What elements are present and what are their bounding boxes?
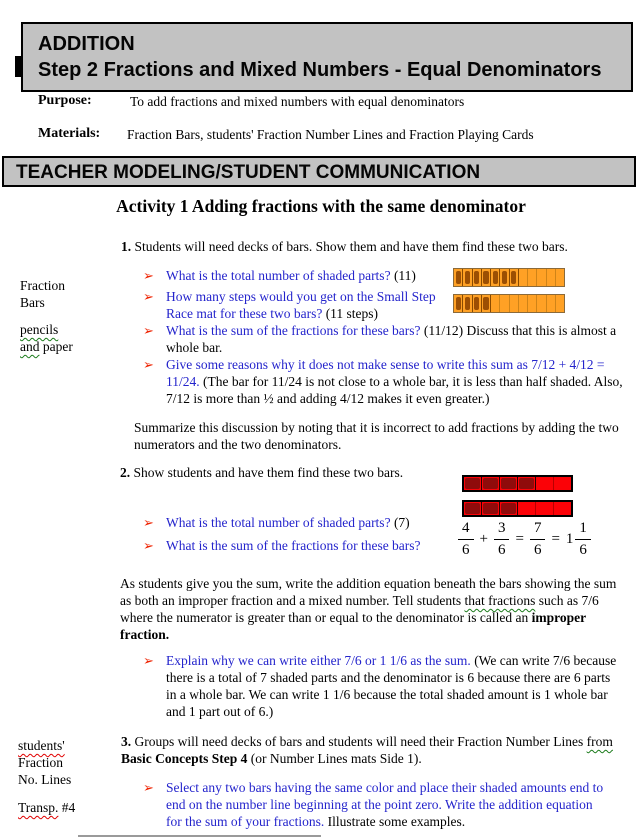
question-text: Give some reasons why it does not make sense to write this sum as 7/12 + 4/12 = 11/24. (The bar for 11/24 is not close to a whole bar, it is less than half shaded. Also, 7/12 is more than ½ and adding 4/12 makes it even greater.) (166, 357, 623, 406)
grammar-flagged-word: from (586, 734, 613, 749)
orange-bar-cell (510, 269, 519, 286)
red-bar-cell (536, 477, 554, 490)
orange-bar-cell (556, 295, 564, 312)
orange-bar-cell (500, 269, 509, 286)
question-bullet (143, 288, 458, 322)
question-text: Explain why we can write either 7/6 or 1 1/6 as the sum. (We can write 7/6 because there is a total of 7 shaded parts and the denominator is 6 because there are 6 parts in a whole bar. We can write 1 1/6 because the total shaded amount is 1 whole bar and 1 part out of 6.) (166, 653, 617, 719)
fraction-7-6: $\frac{7}{6}$ (530, 521, 546, 558)
question-text: What is the sum of the fractions for these bars? (11/12) Discuss that this is almost a whole bar. (166, 323, 617, 355)
question-bullet (143, 537, 496, 554)
materials-text: Fraction Bars, students' Fraction Number Lines and Fraction Playing Cards (127, 127, 534, 142)
red-bar-cell (518, 502, 536, 515)
orange-bar-cell (463, 295, 472, 312)
shaded-part (483, 297, 488, 310)
orange-bar-cell (491, 269, 500, 286)
shaded-part (483, 271, 488, 284)
question-bullet (143, 514, 496, 531)
section-header: TEACHER MODELING/STUDENT COMMUNICATION (2, 156, 636, 187)
shaded-part (483, 503, 498, 514)
margin-note-line: Fraction (20, 278, 65, 293)
orange-bar-cell (519, 295, 528, 312)
orange-bar-cell (519, 269, 528, 286)
orange-bar-cell (482, 269, 491, 286)
margin-note-line: No. Lines (18, 772, 72, 787)
fraction-bar-7-12 (453, 268, 565, 287)
margin-note-line: and paper (20, 339, 73, 354)
activity-title: Activity 1 Adding fractions with the same denominator (116, 196, 526, 216)
step1-paragraph: 1. Students will need decks of bars. Show them and have them find these two bars. (121, 239, 568, 254)
margin-note-line: Fraction (18, 755, 63, 770)
margin-note-line (20, 321, 73, 338)
step-number: 3. (121, 734, 132, 749)
purpose-label: Purpose: (38, 93, 92, 108)
question-text: How many steps would you get on the Small Step Race mat for these two bars? (11 steps) (166, 289, 436, 321)
step2-paragraph: 2. Show students and have them find these two bars. (120, 465, 404, 480)
shaded-part (501, 478, 516, 489)
materials-label: Materials: (38, 126, 101, 141)
fraction-bar-4-6 (462, 475, 573, 492)
orange-bar-cell (500, 295, 509, 312)
arrow-bullet-icon: ➢ (143, 515, 154, 530)
red-bar-cell (554, 502, 571, 515)
whole-number: 1 (565, 531, 574, 547)
orange-bar-cell (547, 295, 556, 312)
question-text: What is the total number of shaded parts? (11) (166, 268, 416, 283)
title-box (21, 22, 633, 92)
summary-paragraph: Summarize this discussion by noting that it is incorrect to add fractions by adding the two numerators and the two denominators. (134, 420, 619, 452)
margin-note-line (18, 737, 71, 754)
question-bullet (143, 356, 624, 407)
next-page-edge-line (78, 835, 321, 837)
shaded-part (465, 271, 470, 284)
red-bar-cell (500, 502, 518, 515)
shaded-part (519, 478, 534, 489)
question-bullet (143, 652, 621, 720)
mixed-number-1-1-6 (566, 521, 591, 558)
red-bar-cell (554, 477, 571, 490)
margin-note-line: Bars (20, 295, 45, 310)
basic-concepts-reference: Basic Concepts Step 4 (121, 751, 248, 766)
purpose-text: To add fractions and mixed numbers with equal denominators (130, 94, 465, 109)
orange-bar-cell (454, 269, 463, 286)
page-subtitle: Step 2 Fractions and Mixed Numbers - Equal Denominators (38, 59, 602, 81)
shaded-part (456, 271, 461, 284)
step-number: 2. (120, 465, 131, 480)
orange-bar-cell (556, 269, 564, 286)
arrow-bullet-icon: ➢ (143, 289, 154, 304)
red-bar-cell (482, 477, 500, 490)
grammar-flagged-words: that fractions (464, 593, 536, 608)
misspelled-word: and (20, 339, 40, 354)
shaded-part (465, 503, 480, 514)
orange-bar-cell (510, 295, 519, 312)
shaded-part (474, 271, 479, 284)
margin-note-pencils-paper (20, 321, 73, 355)
misspelled-word: pencils (20, 322, 59, 337)
orange-bar-cell (537, 269, 546, 286)
improper-fraction-paragraph: As students give you the sum, write the addition equation beneath the bars showing the sum as both an improper fraction and a mixed number. Tell students that fractions such as 7/6 where the numerator is greater than or equal to the denominator is called an improper fraction. (120, 576, 617, 642)
arrow-bullet-icon: ➢ (143, 268, 154, 283)
fraction-4-6: $\frac{4}{6}$ (458, 521, 474, 558)
shaded-part (474, 297, 479, 310)
margin-note-number-lines (18, 737, 71, 788)
orange-bar-cell (454, 295, 463, 312)
question-text: Select any two bars having the same color and place their shaded amounts end to end on the number line beginning at the point zero. Write the addition equation for the sum of your fractions. Illustrate some examples. (166, 780, 604, 829)
misspelled-word: students' (18, 738, 65, 753)
red-bar-cell (536, 502, 554, 515)
question-text: What is the total number of shaded parts? (7) (166, 515, 410, 530)
orange-bar-cell (463, 269, 472, 286)
fraction-bar-4-12 (453, 294, 565, 313)
arrow-bullet-icon: ➢ (143, 323, 154, 338)
fraction-3-6: $\frac{3}{6}$ (494, 521, 510, 558)
shaded-part (511, 271, 516, 284)
orange-bar-cell (473, 269, 482, 286)
equals-sign: = (515, 531, 524, 547)
step-number: 1. (121, 239, 132, 254)
shaded-part (465, 478, 480, 489)
question-bullet (143, 267, 458, 284)
arrow-bullet-icon: ➢ (143, 538, 154, 553)
orange-bar-cell (528, 269, 537, 286)
shaded-part (465, 297, 470, 310)
shaded-part (501, 503, 516, 514)
question-bullet (143, 779, 611, 830)
orange-bar-cell (547, 269, 556, 286)
question-bullet (143, 322, 618, 356)
orange-bar-cell (473, 295, 482, 312)
orange-bar-cell (528, 295, 537, 312)
arrow-bullet-icon: ➢ (143, 780, 154, 795)
shaded-part (493, 271, 498, 284)
addition-equation (458, 521, 591, 558)
margin-note-transparency: Transp. #4 (18, 800, 76, 815)
red-bar-cell (518, 477, 536, 490)
question-text: What is the sum of the fractions for these bars? (166, 538, 421, 553)
orange-bar-cell (537, 295, 546, 312)
step3-paragraph: 3. Groups will need decks of bars and students will need their Fraction Number Lines from Basic Concepts Step 4 (or Number Lines mats Side 1). (121, 734, 613, 766)
page-title: ADDITION (38, 33, 135, 55)
arrow-bullet-icon: ➢ (143, 357, 154, 372)
misspelled-word: Transp. (18, 800, 59, 815)
red-bar-cell (464, 477, 482, 490)
equals-sign: = (551, 531, 560, 547)
shaded-part (483, 478, 498, 489)
shaded-part (502, 271, 507, 284)
shaded-part (456, 297, 461, 310)
arrow-bullet-icon: ➢ (143, 653, 154, 668)
fraction-1-6: $\frac{1}{6}$ (575, 521, 591, 558)
plus-operator: + (479, 531, 488, 547)
red-bar-cell (500, 477, 518, 490)
orange-bar-cell (491, 295, 500, 312)
margin-note-fraction-bars (20, 277, 65, 311)
improper-fraction-term: improper fraction. (120, 610, 586, 642)
orange-bar-cell (482, 295, 491, 312)
